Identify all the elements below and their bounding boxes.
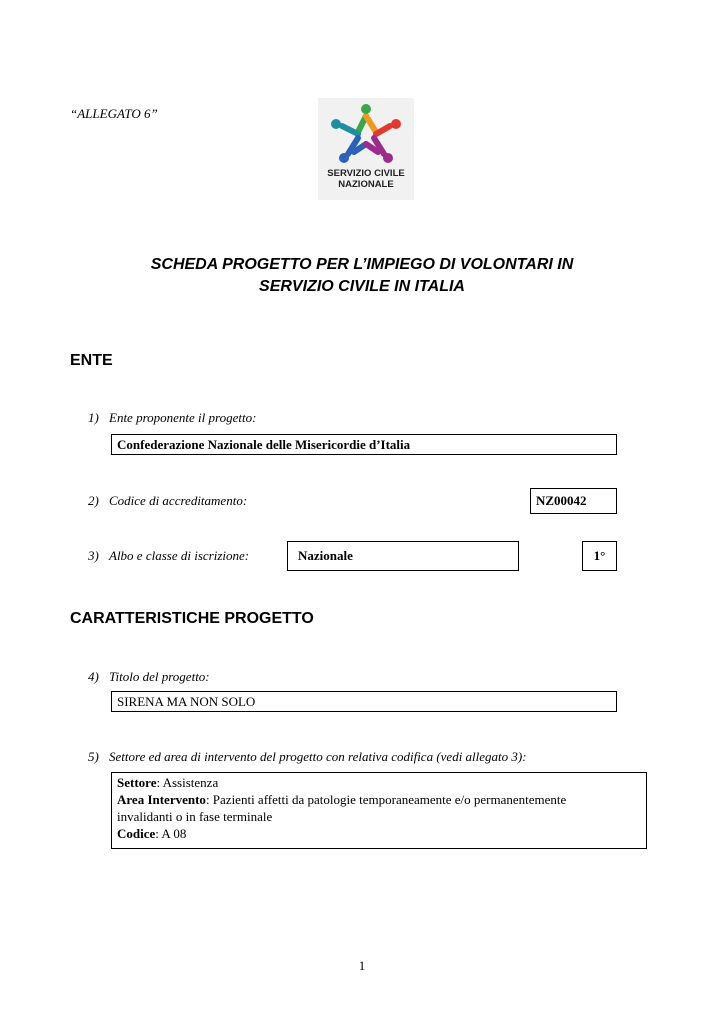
titolo-progetto-field: SIRENA MA NON SOLO [111, 691, 617, 712]
settore-row [117, 774, 641, 791]
allegato-label: “ALLEGATO 6” [70, 106, 158, 121]
classe-field: 1° [582, 541, 617, 571]
question-1-number: 1) [88, 410, 99, 425]
settore-label: Settore [117, 775, 157, 790]
question-3 [88, 548, 249, 564]
area-value: : Pazienti affetti da patologie temporaneamente e/o permanentemente [205, 792, 567, 807]
page-title [60, 254, 664, 298]
question-1-label: Ente proponente il progetto: [109, 410, 257, 425]
codice-accreditamento-field: NZ00042 [530, 488, 617, 514]
question-3-number: 3) [88, 548, 99, 563]
codice-value: : A 08 [155, 826, 187, 841]
question-4 [88, 669, 210, 685]
section-caratteristiche-progetto: CARATTERISTICHE PROGETTO [70, 610, 314, 627]
codice-label: Codice [117, 826, 156, 841]
area-row-continued: invalidanti o in fase terminale [117, 809, 273, 824]
logo-text-line1: SERVIZIO CIVILE [327, 168, 405, 179]
question-2-label: Codice di accreditamento: [109, 493, 248, 508]
question-4-number: 4) [88, 669, 99, 684]
question-2-number: 2) [88, 493, 99, 508]
question-5-label: Settore ed area di intervento del progetto con relativa codifica (vedi allegato 3): [109, 749, 527, 764]
servizio-civile-logo [318, 98, 414, 200]
star-people-icon [318, 98, 414, 166]
codice-row [117, 825, 641, 842]
question-5-number: 5) [88, 749, 99, 764]
question-2 [88, 493, 247, 509]
settore-value: : Assistenza [156, 775, 219, 790]
question-1 [88, 410, 256, 426]
question-4-label: Titolo del progetto: [109, 669, 210, 684]
question-5 [88, 749, 527, 765]
area-row [117, 791, 641, 808]
area-label: Area Intervento [117, 792, 206, 807]
albo-field: Nazionale [287, 541, 519, 571]
settore-area-field [111, 772, 647, 849]
title-line2: SERVIZIO CIVILE IN ITALIA [259, 278, 465, 295]
page-number: 1 [358, 958, 366, 973]
title-line1: SCHEDA PROGETTO PER L’IMPIEGO DI VOLONTARI IN [150, 256, 574, 273]
question-3-label: Albo e classe di iscrizione: [109, 548, 250, 563]
ente-proponente-field: Confederazione Nazionale delle Misericordie d’Italia [111, 434, 617, 455]
logo-text-line2: NAZIONALE [338, 179, 394, 190]
section-ente: ENTE [70, 352, 113, 369]
